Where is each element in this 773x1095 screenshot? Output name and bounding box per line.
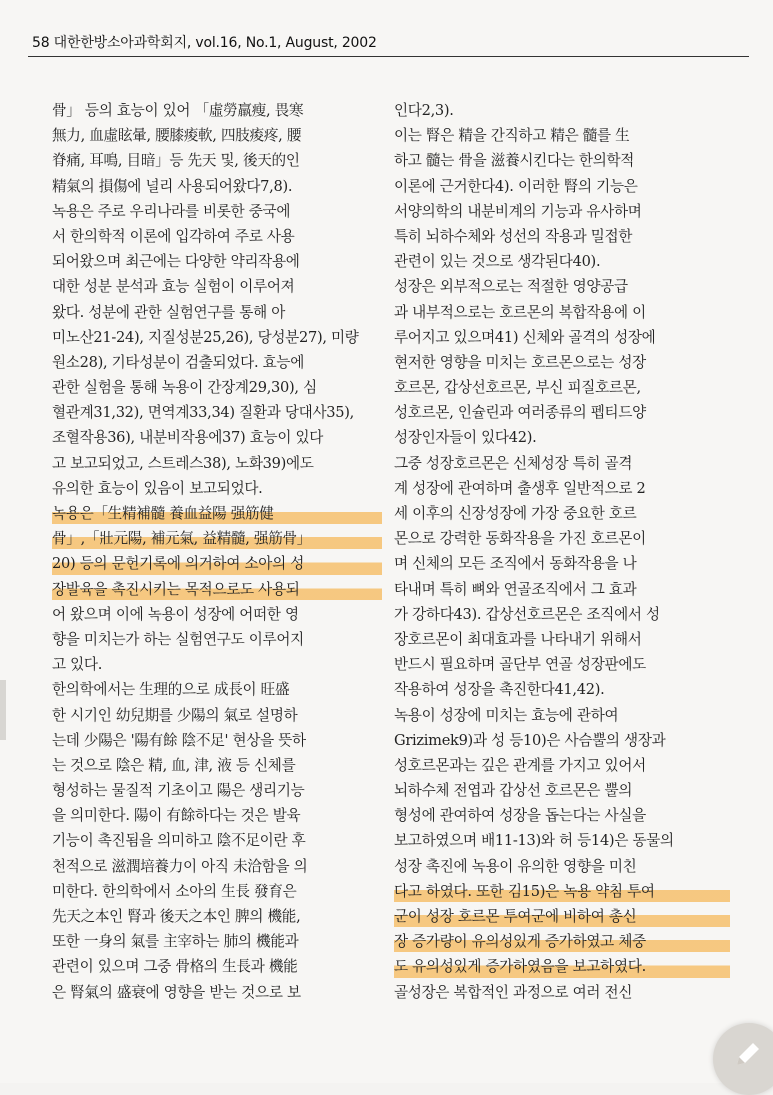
text-line: 은 腎氣의 盛衰에 영향을 받는 것으로 보 bbox=[52, 983, 301, 1001]
text-line: 서 한의학적 이론에 입각하여 주로 사용 bbox=[52, 227, 295, 245]
highlighted-line: 도 유의성있게 증가하였음을 보고하였다. bbox=[394, 954, 730, 979]
text-line: 인다2,3). bbox=[394, 102, 454, 119]
text-line: 는데 少陽은 '陽有餘 陰不足' 현상을 뜻하 bbox=[52, 731, 306, 749]
text-line: 녹용은 주로 우리나라를 비롯한 중국에 bbox=[52, 202, 291, 220]
text-line: 또한 一身의 氣를 主宰하는 肺의 機能과 bbox=[52, 933, 299, 951]
text-line: 조혈작용36), 내분비작용에37) 효능이 있다 bbox=[52, 429, 324, 447]
text-line: 精氣의 損傷에 널리 사용되어왔다7,8). bbox=[52, 177, 293, 195]
highlighted-line: 다고 하였다. 또한 김15)은 녹용 약침 투여 bbox=[394, 879, 730, 904]
right-column bbox=[394, 98, 730, 1005]
text-line: 작용하여 성장을 촉진한다41,42). bbox=[394, 681, 605, 699]
text-line: 성호르몬, 인슐린과 여러종류의 펩티드양 bbox=[394, 404, 646, 422]
text-line: 骨」 등의 효능이 있어 「虛勞羸瘦, 畏寒 bbox=[52, 102, 304, 119]
text-line: 혈관계31,32), 면역계33,34) 질환과 당대사35), bbox=[52, 404, 354, 422]
text-line: 관한 실험을 통해 녹용이 간장계29,30), 심 bbox=[52, 379, 317, 397]
text-line: 장호르몬이 최대효과를 나타내기 위해서 bbox=[394, 630, 642, 648]
text-line: 고 있다. bbox=[52, 656, 103, 674]
text-line: 先天之本인 腎과 後天之本인 脾의 機能, bbox=[52, 908, 301, 925]
text-line: 성장은 외부적으로는 적절한 영양공급 bbox=[394, 278, 628, 296]
text-line: 는 것으로 陰은 精, 血, 津, 液 등 신체를 bbox=[52, 756, 296, 774]
text-line: 어 왔으며 이에 녹용이 성장에 어떠한 영 bbox=[52, 605, 299, 623]
text-line: 기능이 촉진됨을 의미하고 陰不足이란 후 bbox=[52, 832, 306, 850]
edit-button[interactable] bbox=[713, 1023, 773, 1095]
highlighted-line: 20) 등의 문헌기록에 의거하여 소아의 성 bbox=[52, 551, 382, 576]
text-line: 가 강하다43). 갑상선호르몬은 조직에서 성 bbox=[394, 605, 660, 623]
text-line: 고 보고되었고, 스트레스38), 노화39)에도 bbox=[52, 454, 314, 472]
text-line: 특히 뇌하수체와 성선의 작용과 밀접한 bbox=[394, 227, 633, 245]
scroll-edge-shadow bbox=[0, 680, 6, 740]
text-line: 계 성장에 관여하며 출생후 일반적으로 2 bbox=[394, 479, 646, 497]
text-line: 천적으로 滋潤培養力이 아직 未洽함을 의 bbox=[52, 857, 308, 875]
running-header: 58 대한한방소아과학회지, vol.16, No.1, August, 2002 bbox=[32, 35, 377, 51]
text-line: 루어지고 있으며41) 신체와 골격의 성장에 bbox=[394, 328, 656, 346]
text-line: 脊痛, 耳鳴, 目暗」등 先天 및, 後天的인 bbox=[52, 152, 300, 170]
highlighted-line: 녹용은「生精補髓 養血益陽 强筋健 bbox=[52, 501, 382, 526]
text-line: 며 신체의 모든 조직에서 동화작용을 나 bbox=[394, 555, 637, 573]
text-line: 형성하는 물질적 기초이고 陽은 생리기능 bbox=[52, 782, 305, 800]
left-column bbox=[52, 98, 382, 1005]
text-line: 관련이 있으며 그중 骨格의 生長과 機能 bbox=[52, 958, 298, 976]
text-line: 이론에 근거한다4). 이러한 腎의 기능은 bbox=[394, 177, 638, 195]
text-line: 유의한 효능이 있음이 보고되었다. bbox=[52, 479, 263, 497]
text-line: 이는 腎은 精을 간직하고 精은 髓를 生 bbox=[394, 127, 630, 145]
text-line: 성장인자들이 있다42). bbox=[394, 429, 537, 447]
text-line: 과 내부적으로는 호르몬의 복합작용에 이 bbox=[394, 303, 646, 321]
text-line: 미노산21-24), 지질성분25,26), 당성분27), 미량 bbox=[52, 328, 359, 346]
text-line: 형성에 관여하여 성장을 돕는다는 사실을 bbox=[394, 807, 646, 825]
text-line: 서양의학의 내분비계의 기능과 유사하며 bbox=[394, 202, 642, 220]
text-line: 향을 미치는가 하는 실험연구도 이루어지 bbox=[52, 630, 304, 648]
text-line: 하고 髓는 骨을 滋養시킨다는 한의학적 bbox=[394, 152, 635, 170]
highlighted-line: 장발육을 촉진시키는 목적으로도 사용되 bbox=[52, 577, 382, 602]
highlighted-line: 骨」,「壯元陽, 補元氣, 益精髓, 强筋骨」 bbox=[52, 526, 382, 551]
text-line: 성호르몬과는 깊은 관계를 가지고 있어서 bbox=[394, 756, 646, 774]
text-line: 성장 촉진에 녹용이 유의한 영향을 미친 bbox=[394, 857, 637, 875]
text-line: 뇌하수체 전엽과 갑상선 호르몬은 뿔의 bbox=[394, 782, 633, 800]
pencil-icon bbox=[731, 1037, 765, 1071]
left-paragraphs bbox=[52, 98, 382, 1005]
text-line: 세 이후의 신장성장에 가장 중요한 호르 bbox=[394, 505, 637, 522]
text-line: 호르몬, 갑상선호르몬, 부신 피질호르몬, bbox=[394, 379, 641, 397]
text-line: 타내며 특히 뼈와 연골조직에서 그 효과 bbox=[394, 580, 637, 598]
text-line: 반드시 필요하며 골단부 연골 성장판에도 bbox=[394, 656, 646, 674]
text-line: 한의학에서는 生理的으로 成長이 旺盛 bbox=[52, 681, 290, 699]
text-line: 왔다. 성분에 관한 실험연구를 통해 아 bbox=[52, 303, 285, 321]
text-line: 현저한 영향을 미치는 호르몬으로는 성장 bbox=[394, 353, 646, 371]
text-line: 관련이 있는 것으로 생각된다40). bbox=[394, 253, 601, 271]
text-line: 그중 성장호르몬은 신체성장 특히 골격 bbox=[394, 454, 633, 472]
text-line: 녹용이 성장에 미치는 효능에 관하여 bbox=[394, 706, 619, 724]
text-line: 보고하였으며 배11-13)와 허 등14)은 동물의 bbox=[394, 832, 674, 850]
header-rule bbox=[28, 56, 749, 57]
highlighted-line: 장 증가량이 유의성있게 증가하였고 체중 bbox=[394, 929, 730, 954]
text-line: 되어왔으며 최근에는 다양한 약리작용에 bbox=[52, 253, 300, 271]
text-line: 몬으로 강력한 동화작용을 가진 호르몬이 bbox=[394, 530, 646, 548]
text-line: 을 의미한다. 陽이 有餘하다는 것은 발육 bbox=[52, 807, 301, 825]
highlighted-line: 군이 성장 호르몬 투여군에 비하여 총신 bbox=[394, 904, 730, 929]
text-line: Grizimek9)과 성 등10)은 사슴뿔의 생장과 bbox=[394, 731, 666, 749]
text-line: 無力, 血虛眩暈, 腰膝痠軟, 四肢痠疼, 腰 bbox=[52, 127, 302, 145]
right-paragraphs bbox=[394, 98, 730, 1005]
text-line: 대한 성분 분석과 효능 실험이 이루어져 bbox=[52, 278, 295, 296]
text-line: 원소28), 기타성분이 검출되었다. 효능에 bbox=[52, 353, 305, 371]
text-line: 골성장은 복합적인 과정으로 여러 전신 bbox=[394, 983, 633, 1001]
text-line: 미한다. 한의학에서 소아의 生長 發育은 bbox=[52, 882, 297, 900]
text-line: 한 시기인 幼兒期를 少陽의 氣로 설명하 bbox=[52, 706, 298, 724]
